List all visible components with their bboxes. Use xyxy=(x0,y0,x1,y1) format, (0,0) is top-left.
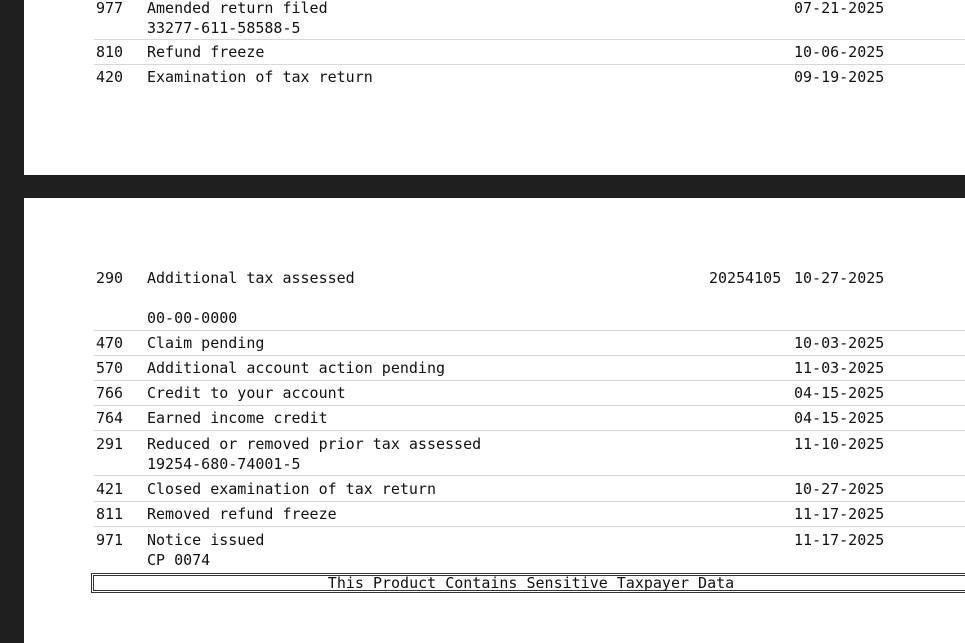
transaction-date: 10-03-2025 xyxy=(794,334,885,352)
row-divider xyxy=(94,355,965,356)
transaction-row xyxy=(24,0,965,39)
row-divider xyxy=(94,330,965,331)
transcript-page-top xyxy=(24,0,965,175)
transaction-detail: 00-00-0000 xyxy=(147,309,238,327)
transaction-code: 420 xyxy=(96,68,124,86)
transaction-description: Credit to your account xyxy=(147,384,346,402)
transaction-code: 290 xyxy=(96,269,124,287)
transaction-description: Reduced or removed prior tax assessed xyxy=(147,435,482,453)
row-divider xyxy=(94,526,965,527)
sensitive-data-banner: This Product Contains Sensitive Taxpayer Data xyxy=(91,573,965,593)
transaction-description: Additional tax assessed xyxy=(147,269,355,287)
transaction-row xyxy=(24,435,965,475)
transaction-date: 04-15-2025 xyxy=(794,409,885,427)
transaction-code: 977 xyxy=(96,0,124,17)
transaction-code: 291 xyxy=(96,435,124,453)
transaction-description: Claim pending xyxy=(147,334,265,352)
row-divider xyxy=(94,430,965,431)
transaction-description: Refund freeze xyxy=(147,43,265,61)
transaction-code: 766 xyxy=(96,384,124,402)
transaction-row xyxy=(24,68,965,108)
transaction-row xyxy=(24,269,965,309)
row-divider xyxy=(94,380,965,381)
transaction-description: Additional account action pending xyxy=(147,359,446,377)
transaction-detail: CP 0074 xyxy=(147,551,211,569)
transaction-date: 11-03-2025 xyxy=(794,359,885,377)
transaction-code: 470 xyxy=(96,334,124,352)
transaction-description: Removed refund freeze xyxy=(147,505,337,523)
transaction-detail: 33277-611-58588-5 xyxy=(147,19,301,37)
transaction-date: 07-21-2025 xyxy=(794,0,885,17)
transaction-cycle: 20254105 xyxy=(709,269,782,287)
transaction-code: 570 xyxy=(96,359,124,377)
transaction-description: Earned income credit xyxy=(147,409,328,427)
row-divider xyxy=(94,501,965,502)
transaction-date: 10-06-2025 xyxy=(794,43,885,61)
transaction-date: 10-27-2025 xyxy=(794,480,885,498)
transaction-date: 10-27-2025 xyxy=(794,269,885,287)
transaction-code: 811 xyxy=(96,505,124,523)
row-divider xyxy=(94,475,965,476)
transaction-description: Notice issued xyxy=(147,531,265,549)
transaction-date: 09-19-2025 xyxy=(794,68,885,86)
transaction-row xyxy=(24,531,965,571)
transaction-detail: 19254-680-74001-5 xyxy=(147,455,301,473)
transaction-date: 11-17-2025 xyxy=(794,531,885,549)
transcript-page-bottom xyxy=(24,198,965,643)
transaction-description: Examination of tax return xyxy=(147,68,373,86)
transaction-date: 04-15-2025 xyxy=(794,384,885,402)
transaction-code: 971 xyxy=(96,531,124,549)
transaction-description: Amended return filed xyxy=(147,0,328,17)
transaction-code: 421 xyxy=(96,480,124,498)
row-divider xyxy=(94,405,965,406)
transaction-code: 764 xyxy=(96,409,124,427)
transaction-description: Closed examination of tax return xyxy=(147,480,436,498)
transaction-date: 11-17-2025 xyxy=(794,505,885,523)
row-divider xyxy=(94,39,965,40)
transaction-date: 11-10-2025 xyxy=(794,435,885,453)
row-divider xyxy=(94,64,965,65)
transaction-code: 810 xyxy=(96,43,124,61)
